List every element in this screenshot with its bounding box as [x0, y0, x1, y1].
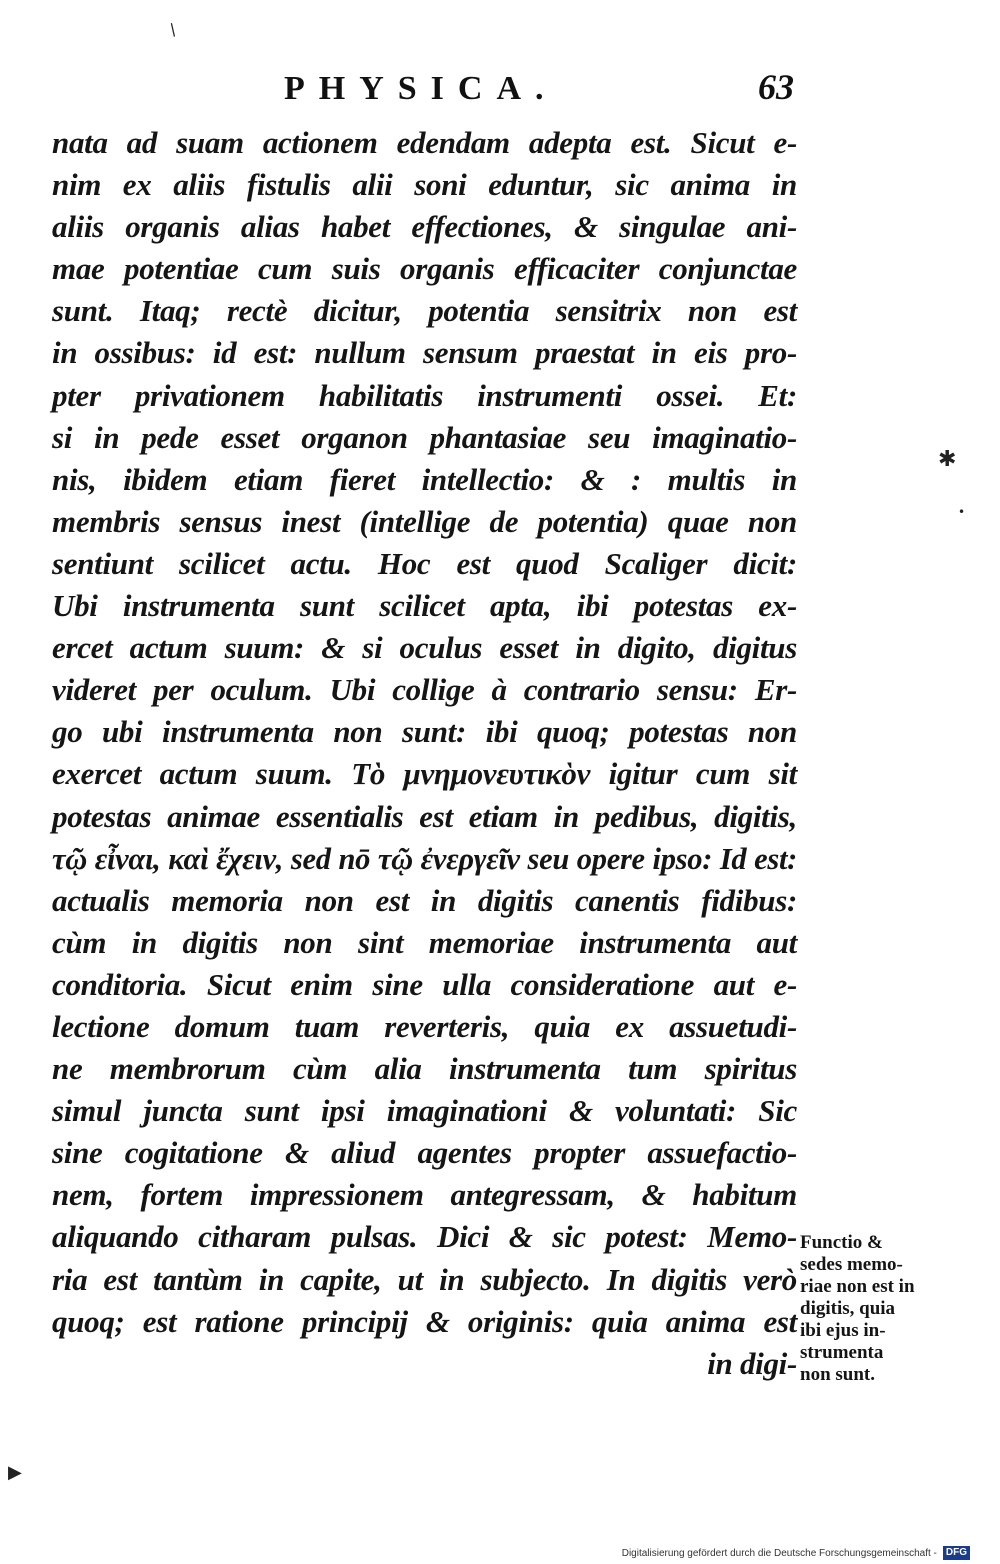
text-line: go ubi instrumenta non sunt: ibi quoq; potestas non: [52, 714, 797, 750]
text-line: cùm in digitis non sint memoriae instrumenta aut: [52, 924, 797, 960]
marginal-note-line: riae non est in: [800, 1276, 915, 1297]
footer-credit: Digitalisierung gefördert durch die Deutsche Forschungsgemeinschaft -: [621, 1547, 937, 1559]
arrow-mark-icon: ▶: [8, 1462, 22, 1483]
text-line: membris sensus inest (intellige de potentia) quae non: [52, 503, 797, 539]
body-text: [52, 122, 797, 1385]
text-line: nim ex aliis fistulis alii soni eduntur, sic anima in: [52, 167, 797, 203]
text-line: videret per oculum. Ubi collige à contrario sensu: Er-: [52, 672, 797, 708]
asterisk-mark: ✱: [938, 447, 957, 472]
digitization-footer: [622, 1544, 970, 1562]
text-line: sentiunt scilicet actu. Hoc est quod Scaliger dicit:: [52, 545, 797, 581]
text-line: simul juncta sunt ipsi imaginationi & voluntati: Sic: [52, 1093, 797, 1129]
text-line: nata ad suam actionem edendam adepta est. Sicut e-: [52, 125, 797, 160]
text-line: ercet actum suum: & si oculus esset in digito, digitus: [52, 630, 797, 666]
text-line: lectione domum tuam reverteris, quia ex assuetudi-: [52, 1008, 797, 1044]
page-number: 63: [758, 67, 794, 107]
text-line: mae potentiae cum suis organis efficaciter conjunctae: [52, 251, 797, 287]
ink-mark: /: [165, 19, 180, 40]
text-line: Ubi instrumenta sunt scilicet apta, ibi potestas ex-: [52, 588, 797, 624]
text-line: conditoria. Sicut enim sine ulla consideratione aut e-: [52, 966, 797, 1002]
ink-dot: •: [958, 505, 966, 519]
catchword: in digi-: [707, 1345, 797, 1381]
text-line: exercet actum suum. Τὸ μνημονευτικὸν igitur cum sit: [52, 756, 797, 792]
text-line: aliquando citharam pulsas. Dici & sic potest: Memo-: [52, 1219, 797, 1255]
marginal-note-line: Functio &: [800, 1232, 883, 1253]
text-line: aliis organis alias habet effectiones, & singulae ani-: [52, 209, 797, 245]
text-line: in ossibus: id est: nullum sensum praestat in eis pro-: [52, 335, 797, 371]
text-line: nem, fortem impressionem antegressam, & habitum: [52, 1177, 797, 1213]
text-line: quoq; est ratione principij & originis: quia anima est: [52, 1303, 797, 1339]
text-line: sine cogitatione & aliud agentes propter assuefactio-: [52, 1135, 797, 1171]
running-title: PHYSICA.: [284, 70, 558, 107]
text-line: ria est tantùm in capite, ut in subjecto. In digitis verò: [52, 1261, 797, 1297]
text-line: pter privationem habilitatis instrumenti ossei. Et:: [52, 377, 797, 413]
text-line: ne membrorum cùm alia instrumenta tum spiritus: [52, 1051, 797, 1087]
marginal-note-line: ibi ejus in-: [800, 1320, 886, 1341]
text-line: actualis memoria non est in digitis canentis fidibus:: [52, 882, 797, 918]
text-line: potestas animae essentialis est etiam in pedibus, digitis,: [52, 798, 797, 834]
text-line: si in pede esset organon phantasiae seu imaginatio-: [52, 419, 797, 455]
marginal-note-line: digitis, quia: [800, 1298, 896, 1319]
marginal-note-line: strumenta: [800, 1342, 884, 1363]
marginal-note-line: sedes memo-: [800, 1254, 903, 1275]
page-header: [54, 62, 794, 112]
marginal-note: [800, 1232, 980, 1386]
text-line: nis, ibidem etiam fieret intellectio: & : multis in: [52, 461, 797, 497]
text-line: τῷ εἶναι, καὶ ἔχειν, sed nō τῷ ἐνεργεῖν seu opere ipso: Id est:: [52, 841, 797, 876]
text-line: sunt. Itaq; rectè dicitur, potentia sensitrix non est: [52, 293, 797, 329]
marginal-note-line: non sunt.: [800, 1364, 875, 1385]
dfg-logo: DFG: [943, 1546, 970, 1560]
